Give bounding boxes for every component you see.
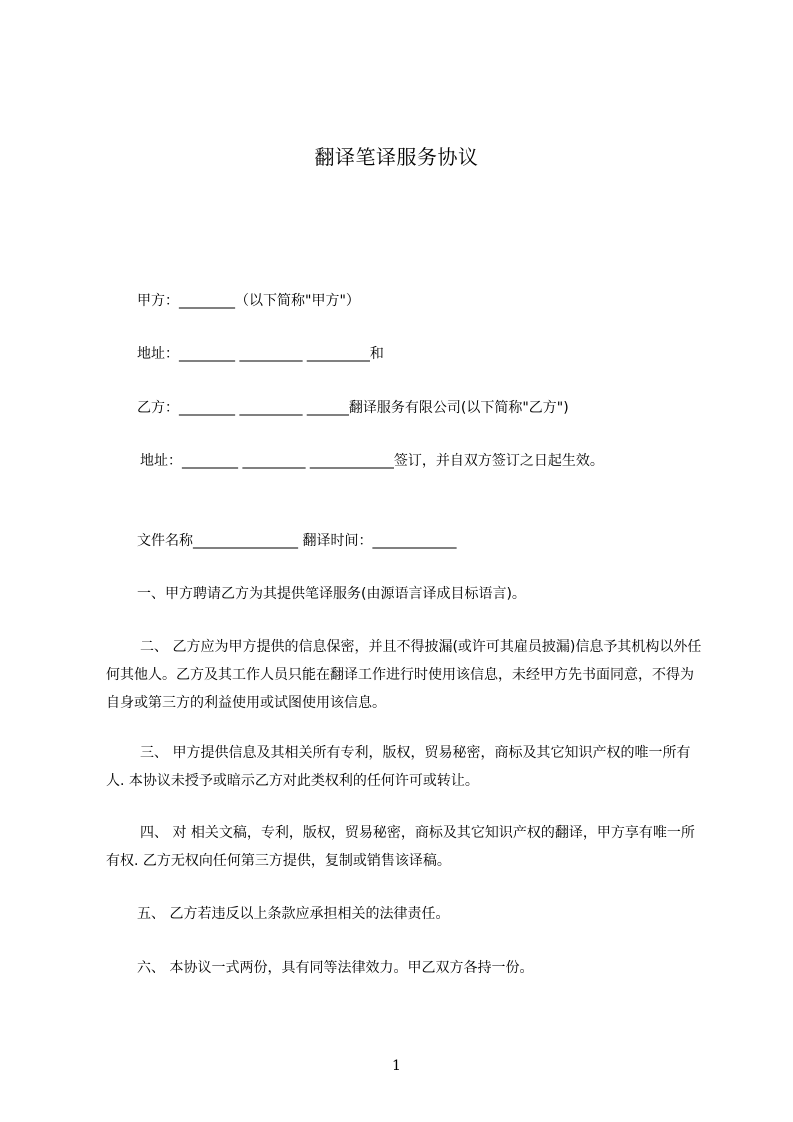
address-a-line: 地址：________ _________ _________和 <box>137 346 384 362</box>
party-a-line: 甲方：________（以下简称"甲方"） <box>137 293 360 309</box>
file-name-line: 文件名称_______________ 翻译时间：____________ <box>137 533 457 549</box>
clause-3: 三、 甲方提供信息及其相关所有专利，版权，贸易秘密，商标及其它知识产权的唯一所有人. 本协议未授予或暗示乙方对此类权利的任何许可或转让。 <box>106 745 691 789</box>
clause-6: 六、 本协议一式两份，具有同等法律效力。甲乙双方各持一份。 <box>137 960 534 976</box>
party-b-line: 乙方：________ _________ ______翻译服务有限公司(以下简称"乙方") <box>137 400 569 416</box>
document-title: 翻译笔译服务协议 <box>314 145 479 169</box>
page-number: 1 <box>392 1058 401 1074</box>
address-b-line: 地址：________ _________ ____________签订，并自双方签订之日起生效。 <box>140 453 604 469</box>
clause-4: 四、 对 相关文稿，专利，版权，贸易秘密，商标及其它知识产权的翻译，甲方享有唯一所有权. 乙方无权向任何第三方提供，复制或销售该译稿。 <box>106 825 695 869</box>
clause-5: 五、 乙方若违反以上条款应承担相关的法律责任。 <box>137 906 450 922</box>
clause-1: 一、甲方聘请乙方为其提供笔译服务(由源语言译成目标语言)。 <box>137 586 526 602</box>
clause-2: 二、 乙方应为甲方提供的信息保密，并且不得披漏(或许可其雇员披漏)信息予其机构以外任何其他人。乙方及其工作人员只能在翻译工作进行时使用该信息，未经甲方先书面同意，不得为自身或第三方的利益使用或试图使用该信息。 <box>106 639 702 711</box>
